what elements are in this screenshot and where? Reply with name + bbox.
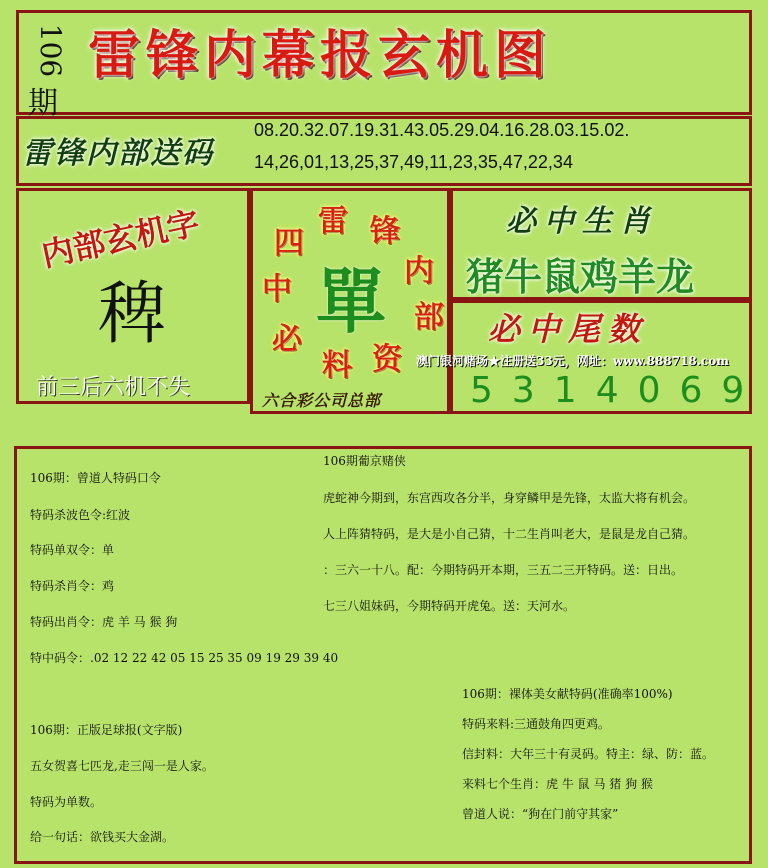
ring-char-1: 雷	[318, 204, 348, 239]
center-caption: 六合彩公司总部	[262, 391, 382, 410]
issue-unit: 期	[28, 86, 58, 121]
left-note-2: 特码单双令：单	[30, 543, 115, 557]
page-title: 雷锋内幕报玄机图	[88, 25, 553, 86]
bottom-left-3: 给一句话：欲钱买大金湖。	[30, 830, 175, 844]
right-note-1: 虎蛇神今期到，东宫西攻各分半，身穿鳞甲是先锋，太监大将有机会。	[323, 491, 696, 505]
inner-char: 稗	[98, 275, 167, 354]
left-note-1: 特码杀波色令:红波	[30, 508, 131, 522]
zodiac-animals: 猪牛鼠鸡羊龙	[466, 254, 695, 299]
right-note-3: ：三六一十八。配：今期特码开本期，三五二三开特码。送：日出。	[323, 563, 684, 577]
ring-char-5: 资	[372, 342, 402, 377]
inner-label-text: 内部玄机字	[38, 203, 203, 275]
center-big-char: 單	[316, 260, 386, 343]
bottom-right-4: 曾道人说：“狗在门前守其家”	[462, 807, 619, 821]
bottom-left-1: 五女贺喜七匹龙,走三闯一是人家。	[30, 759, 214, 773]
bottom-right-1: 特码来料:三通鼓角四更鸡。	[462, 717, 611, 731]
numbers-line-1: 08.20.32.07.19.31.43.05.29.04.16.28.03.15.02.	[254, 120, 630, 140]
bottom-left-2: 特码为单数。	[30, 795, 103, 809]
bottom-right-0: 106期：裸体美女献特码(准确率100%)	[462, 687, 673, 701]
inner-tagline: 前三后六机不失	[36, 375, 191, 400]
ring-char-2: 锋	[370, 214, 400, 249]
inner-label	[30, 203, 250, 275]
left-note-5: 特中码令：.02 12 22 42 05 15 25 35 09 19 29 39 40	[30, 651, 339, 665]
tail-label: 必中尾数	[488, 310, 649, 348]
tail-digits: 5314069	[470, 370, 764, 411]
ring-char-8: 中	[262, 272, 292, 307]
zodiac-label: 必中生肖	[506, 204, 658, 239]
left-note-0: 106期：曾道人特码口令	[30, 471, 161, 485]
tail-ad: 澳门银河赌场★注册送33元，网址：www.888718.com	[416, 354, 729, 368]
issue-label	[22, 16, 68, 121]
ring-char-6: 料	[322, 348, 352, 383]
left-note-3: 特码杀肖令：鸡	[30, 579, 115, 593]
numbers-label: 雷锋内部送码	[22, 136, 214, 171]
right-note-2: 人上阵猜特码，是大是小自己猜，十二生肖叫老大，是鼠是龙自己猜。	[323, 527, 696, 541]
ring-char-4: 部	[414, 300, 444, 335]
right-note-0: 106期葡京赌侠	[323, 454, 406, 468]
ring-char-9: 四	[274, 226, 304, 261]
ring-char-3: 内	[404, 254, 434, 289]
numbers-line-2: 14,26,01,13,25,37,49,11,23,35,47,22,34	[254, 152, 573, 172]
bottom-right-2: 信封料：大年三十有灵码。特主：绿、防：蓝。	[462, 747, 715, 761]
issue-number: 106	[34, 23, 68, 78]
right-note-4: 七三八姐妹码，今期特码开虎兔。送：天河水。	[323, 599, 576, 613]
ring-char-7: 必	[272, 322, 302, 357]
bottom-left-0: 106期：正版足球报(文字版)	[30, 723, 183, 737]
left-note-4: 特码出肖令：虎 羊 马 猴 狗	[30, 615, 178, 629]
bottom-right-3: 来料七个生肖：虎 牛 鼠 马 猪 狗 猴	[462, 777, 653, 791]
